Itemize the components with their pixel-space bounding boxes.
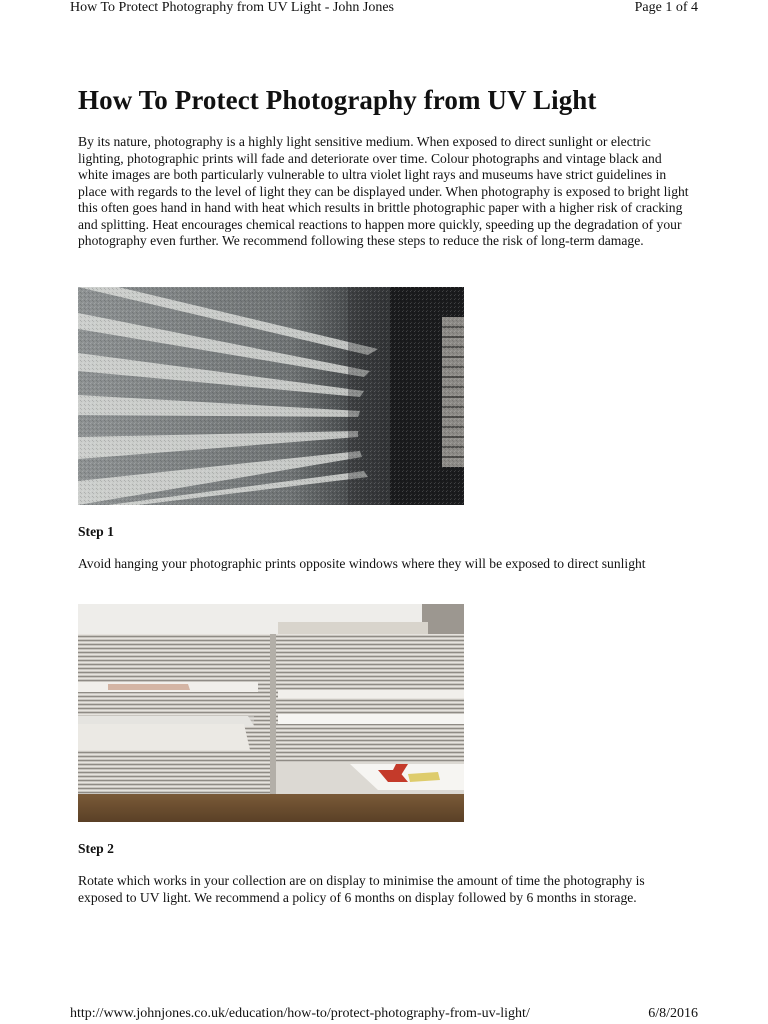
plan-chest-drawers-photo [78, 604, 464, 822]
step-1-heading: Step 1 [78, 524, 114, 539]
article-body [78, 82, 690, 250]
article-title: How To Protect Photography from UV Light [78, 85, 597, 115]
footer-source-url: http://www.johnjones.co.uk/education/how-to/protect-photography-from-uv-light/ [70, 1006, 530, 1021]
running-header [0, 0, 768, 18]
step-2-text: Rotate which works in your collection are on display to minimise the amount of time the photography is exposed to UV light. We recommend a policy of 6 months on display followed by 6 months in storage. [78, 873, 645, 905]
blinds-shadow-photo [78, 287, 464, 505]
header-page-number: Page 1 of 4 [634, 0, 698, 15]
footer-print-date: 6/8/2016 [648, 1006, 698, 1021]
step-2-heading: Step 2 [78, 841, 114, 856]
step-1-text: Avoid hanging your photographic prints opposite windows where they will be exposed to direct sunlight [78, 556, 646, 571]
running-footer [0, 1006, 768, 1024]
header-document-title: How To Protect Photography from UV Light - John Jones [70, 0, 394, 15]
intro-paragraph: By its nature, photography is a highly light sensitive medium. When exposed to direct sunlight or electric lighting, photographic prints will fade and deteriorate over time. Colour photographs and vintage black and white images are both particularly vulnerable to ultra violet light rays and museums have strict guidelines in place with regards to the level of light they can be displayed under. When photography is exposed to bright light this often goes hand in hand with heat which results in brittle photographic paper with a higher risk of cracking and splitting. Heat encourages chemical reactions to happen more quickly, speeding up the degradation of your photography even further. We recommend following these steps to reduce the risk of long-term damage. [78, 134, 689, 248]
